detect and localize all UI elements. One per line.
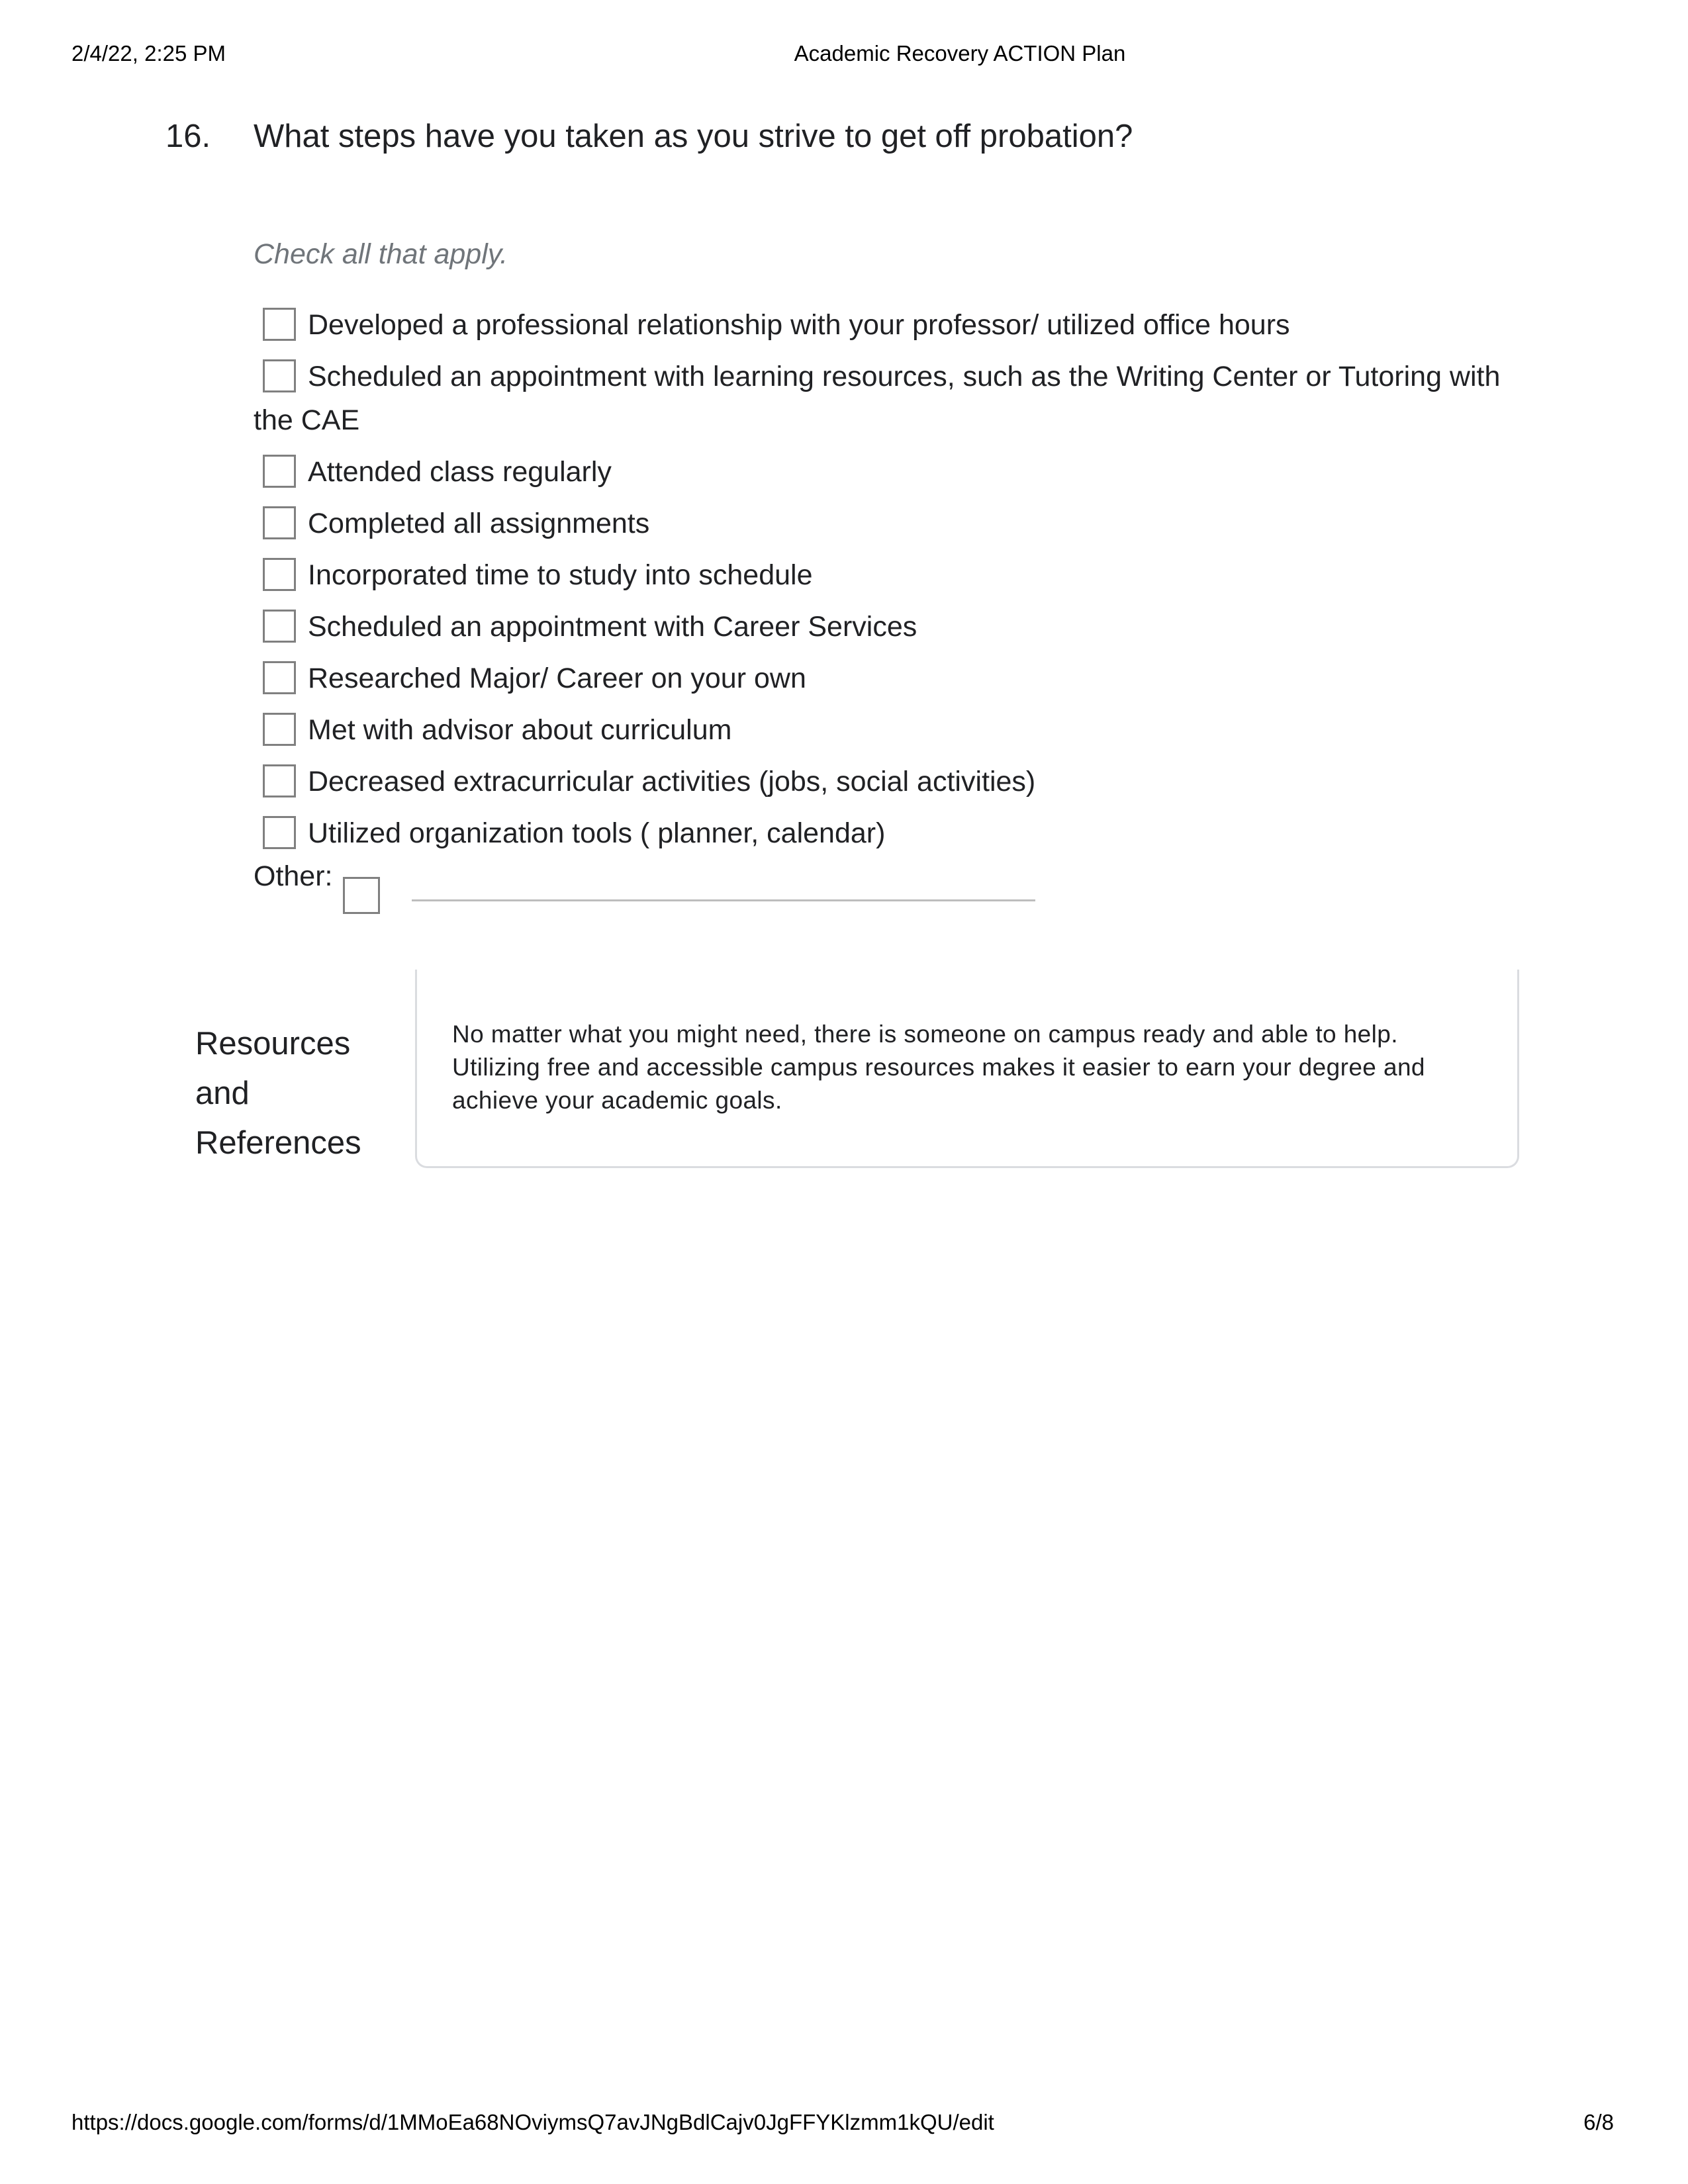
section-title-line: References — [195, 1125, 361, 1161]
checkbox[interactable] — [263, 359, 296, 392]
checkbox-option[interactable] — [254, 760, 1511, 803]
checkbox[interactable] — [263, 661, 296, 694]
checkbox[interactable] — [263, 764, 296, 797]
checkbox-options-list — [254, 303, 1511, 863]
checkbox[interactable] — [263, 308, 296, 341]
checkbox-option-label: Scheduled an appointment with Career Services — [308, 611, 917, 643]
checkbox-option-label: Utilized organization tools ( planner, calendar) — [308, 817, 886, 849]
other-option-label: Other: — [254, 860, 333, 892]
section-title-line: and — [195, 1075, 250, 1111]
section-description: No matter what you might need, there is someone on campus ready and able to help. Utilizing free and accessible campus resources makes it easier to earn your degree and achieve your academic goals. — [452, 1021, 1425, 1114]
checkbox[interactable] — [263, 558, 296, 591]
checkbox-option[interactable] — [254, 450, 1511, 494]
checkbox-option[interactable] — [254, 605, 1511, 649]
checkbox-option[interactable] — [254, 553, 1511, 597]
checkbox[interactable] — [263, 610, 296, 643]
print-datetime: 2/4/22, 2:25 PM — [71, 41, 226, 66]
question-title: What steps have you taken as you strive to get off probation? — [254, 118, 1133, 154]
other-text-input[interactable] — [412, 899, 1035, 901]
question-number: 16. — [165, 118, 211, 154]
checkbox[interactable] — [263, 455, 296, 488]
checkbox-option-label: Scheduled an appointment with learning resources, such as the Writing Center or Tutoring with the CAE — [254, 361, 1501, 436]
checkbox-option[interactable] — [254, 708, 1511, 752]
checkbox-option[interactable] — [254, 811, 1511, 855]
checkbox-option-label: Developed a professional relationship with your professor/ utilized office hours — [308, 309, 1290, 341]
checkbox-option-label: Attended class regularly — [308, 456, 612, 488]
other-checkbox[interactable] — [343, 877, 380, 914]
section-title-line: Resources — [195, 1026, 351, 1062]
question-help-text: Check all that apply. — [254, 238, 508, 270]
checkbox-option-label: Decreased extracurricular activities (jobs, social activities) — [308, 766, 1036, 797]
checkbox[interactable] — [263, 713, 296, 746]
print-page-number: 6/8 — [1583, 2110, 1614, 2134]
checkbox-option[interactable] — [254, 502, 1511, 545]
checkbox-option-label: Completed all assignments — [308, 508, 650, 539]
checkbox[interactable] — [263, 816, 296, 849]
checkbox-option-label: Researched Major/ Career on your own — [308, 662, 806, 694]
print-page-title: Academic Recovery ACTION Plan — [794, 41, 1126, 66]
print-url: https://docs.google.com/forms/d/1MMoEa68NOviymsQ7avJNgBdlCajv0JgFFYKlzmm1kQU/edit — [71, 2110, 994, 2134]
section-title — [195, 1019, 361, 1168]
checkbox-option[interactable] — [254, 303, 1511, 347]
checkbox-option-label: Met with advisor about curriculum — [308, 714, 732, 746]
checkbox-option[interactable] — [254, 657, 1511, 700]
checkbox-option-label: Incorporated time to study into schedule — [308, 559, 813, 591]
checkbox-option[interactable] — [254, 355, 1511, 442]
checkbox[interactable] — [263, 506, 296, 539]
